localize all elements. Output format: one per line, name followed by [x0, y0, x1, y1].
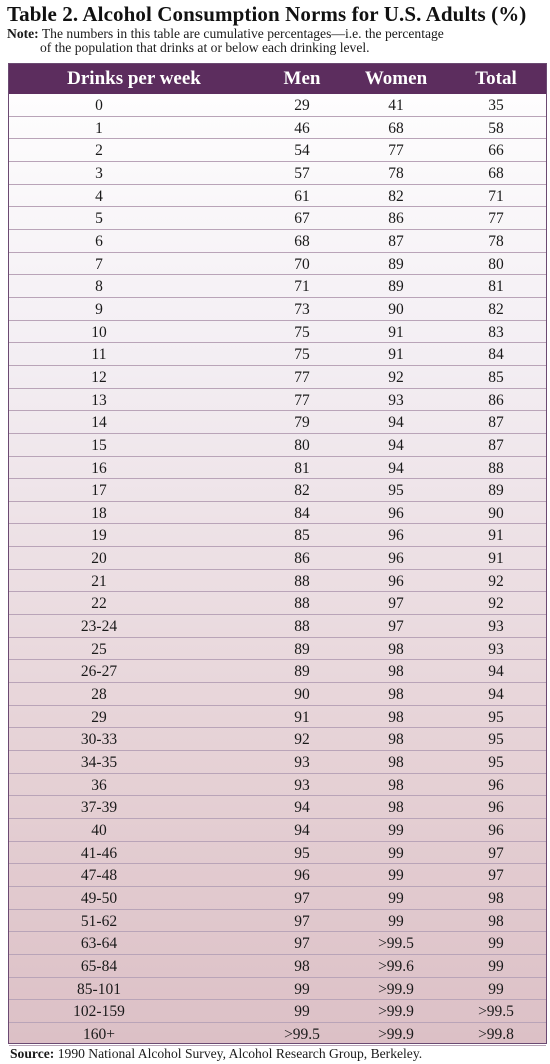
- cell-men: 46: [294, 119, 310, 137]
- cell-women: >99.9: [378, 980, 414, 998]
- cell-women: 99: [388, 912, 404, 930]
- cell-drinks: 20: [91, 550, 107, 568]
- table-row: [9, 796, 546, 819]
- cell-drinks: 11: [91, 346, 107, 364]
- cell-women: 91: [388, 323, 404, 341]
- cell-women: 96: [388, 527, 404, 545]
- cell-total: 92: [488, 595, 504, 613]
- cell-women: 97: [388, 595, 404, 613]
- cell-men: 70: [294, 255, 310, 273]
- cell-men: 90: [294, 686, 310, 704]
- cell-men: 89: [294, 640, 310, 658]
- cell-women: 77: [388, 142, 404, 160]
- table-row: [9, 389, 546, 412]
- cell-men: 97: [294, 912, 310, 930]
- cell-men: 84: [294, 504, 310, 522]
- cell-men: 94: [294, 822, 310, 839]
- cell-women: 90: [388, 300, 404, 318]
- table-row: [9, 524, 546, 547]
- cell-women: 99: [388, 889, 404, 907]
- table-row: [9, 343, 546, 366]
- cell-women: 94: [388, 459, 404, 477]
- cell-total: 87: [488, 436, 504, 454]
- cell-women: 94: [388, 414, 404, 432]
- cell-men: 73: [294, 300, 310, 318]
- cell-total: 96: [488, 776, 504, 794]
- cell-men: 88: [294, 618, 310, 636]
- cell-men: 85: [294, 527, 310, 545]
- cell-drinks: 51-62: [80, 912, 118, 930]
- cell-total: 82: [488, 300, 504, 318]
- cell-total: 93: [488, 640, 504, 658]
- cell-total: >99.8: [478, 1025, 514, 1043]
- cell-drinks: 19: [91, 527, 107, 545]
- table-row: [9, 547, 546, 570]
- cell-drinks: 7: [95, 255, 103, 273]
- cell-total: 89: [488, 482, 504, 500]
- cell-total: 94: [488, 663, 504, 681]
- cell-drinks: 25: [91, 640, 107, 658]
- cell-men: 79: [294, 414, 310, 432]
- table-row: [9, 774, 546, 797]
- table-note: [7, 27, 547, 55]
- cell-men: 61: [294, 187, 310, 205]
- cell-total: 80: [488, 255, 504, 273]
- table-row: [9, 638, 546, 661]
- cell-women: 98: [388, 640, 404, 658]
- cell-total: 91: [488, 550, 504, 568]
- table-row: [9, 117, 546, 140]
- table-row: [9, 434, 546, 457]
- cell-drinks: 102-159: [73, 1003, 125, 1021]
- table-row: [9, 887, 546, 910]
- cell-total: 99: [488, 935, 504, 953]
- cell-women: >99.5: [378, 935, 414, 953]
- cell-total: 96: [488, 822, 504, 839]
- cell-women: 99: [388, 844, 404, 862]
- cell-men: 97: [294, 889, 310, 907]
- cell-drinks: 34-35: [80, 754, 118, 772]
- cell-women: 99: [388, 822, 404, 839]
- cell-drinks: 2: [95, 142, 103, 160]
- cell-drinks: 36: [91, 776, 107, 794]
- cell-total: 88: [488, 459, 504, 477]
- cell-drinks: 15: [91, 436, 107, 454]
- table-row: [9, 706, 546, 729]
- table-row: [9, 230, 546, 253]
- cell-drinks: 85-101: [77, 980, 121, 998]
- cell-total: >99.5: [478, 1003, 514, 1021]
- cell-total: 99: [488, 980, 504, 998]
- source-text: 1990 National Alcohol Survey, Alcohol Research Group, Berkeley.: [57, 1046, 423, 1061]
- cell-men: 71: [294, 278, 310, 296]
- cell-total: 95: [488, 731, 504, 749]
- cell-drinks: 6: [95, 232, 103, 250]
- cell-men: 97: [294, 935, 310, 953]
- cell-men: 77: [294, 391, 310, 409]
- cell-drinks: 63-64: [80, 935, 118, 953]
- cell-total: 95: [488, 708, 504, 726]
- note-label: Note:: [7, 26, 39, 41]
- table-row: [9, 275, 546, 298]
- cell-women: 98: [388, 663, 404, 681]
- cell-total: 66: [488, 142, 504, 160]
- cell-drinks: 47-48: [80, 867, 118, 885]
- cell-total: 93: [488, 618, 504, 636]
- table-header-row: [9, 64, 546, 94]
- cell-total: 96: [488, 799, 504, 817]
- cell-total: 98: [488, 889, 504, 907]
- cell-men: 95: [294, 844, 310, 862]
- cell-men: 96: [294, 867, 310, 885]
- page-title: Table 2. Alcohol Consumption Norms for U.S. Adults (%): [7, 2, 527, 26]
- table-row: [9, 751, 546, 774]
- cell-total: 71: [488, 187, 504, 205]
- cell-total: 91: [488, 527, 504, 545]
- cell-drinks: 23-24: [80, 618, 118, 636]
- note-text-line2: of the population that drinks at or below each drinking level.: [40, 40, 370, 55]
- cell-men: 54: [294, 142, 310, 160]
- cell-total: 78: [488, 232, 504, 250]
- cell-drinks: 40: [91, 822, 107, 839]
- cell-women: 86: [388, 210, 404, 228]
- cell-drinks: 1: [95, 119, 103, 137]
- cell-total: 77: [488, 210, 504, 228]
- cell-women: >99.9: [378, 1003, 414, 1021]
- cell-men: 75: [294, 323, 310, 341]
- table-row: [9, 253, 546, 276]
- table-row: [9, 842, 546, 865]
- cell-men: 75: [294, 346, 310, 364]
- cell-drinks: 17: [91, 482, 107, 500]
- table-row: [9, 660, 546, 683]
- table-row: [9, 139, 546, 162]
- cell-women: 96: [388, 572, 404, 590]
- consumption-table: [8, 63, 547, 1044]
- cell-drinks: 10: [91, 323, 107, 341]
- cell-drinks: 160+: [83, 1025, 115, 1043]
- cell-men: 93: [294, 776, 310, 794]
- table-row: [9, 592, 546, 615]
- cell-drinks: 28: [91, 686, 107, 704]
- cell-drinks: 12: [91, 368, 107, 386]
- table-row: [9, 955, 546, 978]
- cell-total: 97: [488, 867, 504, 885]
- cell-men: 94: [294, 799, 310, 817]
- cell-men: 92: [294, 731, 310, 749]
- cell-total: 68: [488, 164, 504, 182]
- table-row: [9, 728, 546, 751]
- cell-total: 87: [488, 414, 504, 432]
- cell-drinks: 3: [95, 164, 103, 182]
- cell-women: 96: [388, 504, 404, 522]
- cell-men: 81: [294, 459, 310, 477]
- table-row: [9, 321, 546, 344]
- cell-drinks: 49-50: [80, 889, 118, 907]
- cell-drinks: 8: [95, 278, 103, 296]
- cell-women: 99: [388, 867, 404, 885]
- cell-men: 77: [294, 368, 310, 386]
- cell-men: 68: [294, 232, 310, 250]
- cell-men: 89: [294, 663, 310, 681]
- cell-drinks: 14: [91, 414, 107, 432]
- cell-men: 93: [294, 754, 310, 772]
- cell-women: 93: [388, 391, 404, 409]
- cell-men: 98: [294, 957, 310, 975]
- cell-women: 41: [388, 97, 404, 114]
- header-drinks-per-week: Drinks per week: [67, 68, 201, 89]
- table-body: [9, 94, 546, 1046]
- header-women: Women: [364, 68, 428, 89]
- cell-women: 87: [388, 232, 404, 250]
- cell-men: >99.5: [284, 1025, 320, 1043]
- table-row: [9, 864, 546, 887]
- cell-drinks: 41-46: [80, 844, 118, 862]
- cell-women: 98: [388, 754, 404, 772]
- cell-total: 83: [488, 323, 504, 341]
- cell-men: 80: [294, 436, 310, 454]
- cell-drinks: 37-39: [80, 799, 118, 817]
- cell-women: 98: [388, 776, 404, 794]
- cell-men: 82: [294, 482, 310, 500]
- table-row: [9, 366, 546, 389]
- cell-drinks: 30-33: [80, 731, 118, 749]
- cell-men: 99: [294, 980, 310, 998]
- cell-total: 97: [488, 844, 504, 862]
- cell-women: 95: [388, 482, 404, 500]
- cell-total: 84: [488, 346, 504, 364]
- cell-women: 98: [388, 686, 404, 704]
- cell-total: 90: [488, 504, 504, 522]
- cell-drinks: 21: [91, 572, 107, 590]
- cell-drinks: 16: [91, 459, 107, 477]
- cell-drinks: 65-84: [80, 957, 118, 975]
- table-row: [9, 411, 546, 434]
- cell-drinks: 26-27: [80, 663, 118, 681]
- table-row: [9, 479, 546, 502]
- cell-drinks: 5: [95, 210, 103, 228]
- cell-men: 88: [294, 595, 310, 613]
- cell-drinks: 18: [91, 504, 107, 522]
- table-row: [9, 932, 546, 955]
- cell-drinks: 9: [95, 300, 103, 318]
- table-row: [9, 978, 546, 1001]
- cell-drinks: 0: [95, 97, 103, 114]
- table-row: [9, 162, 546, 185]
- table-row: [9, 1000, 546, 1023]
- table-row: [9, 457, 546, 480]
- cell-men: 91: [294, 708, 310, 726]
- table-row: [9, 502, 546, 525]
- cell-drinks: 22: [91, 595, 107, 613]
- table-row: [9, 819, 546, 842]
- source-citation: [10, 1046, 422, 1062]
- cell-women: 78: [388, 164, 404, 182]
- cell-total: 98: [488, 912, 504, 930]
- cell-women: 98: [388, 799, 404, 817]
- cell-women: 98: [388, 731, 404, 749]
- cell-women: 68: [388, 119, 404, 137]
- cell-total: 35: [488, 97, 504, 114]
- cell-men: 99: [294, 1003, 310, 1021]
- table-row: [9, 185, 546, 208]
- cell-total: 85: [488, 368, 504, 386]
- cell-total: 99: [488, 957, 504, 975]
- header-men: Men: [283, 68, 321, 89]
- source-label: Source:: [10, 1046, 55, 1061]
- table-row: [9, 94, 546, 117]
- header-total: Total: [475, 68, 517, 89]
- cell-women: 98: [388, 708, 404, 726]
- cell-men: 57: [294, 164, 310, 182]
- cell-total: 92: [488, 572, 504, 590]
- cell-drinks: 4: [95, 187, 103, 205]
- cell-men: 29: [294, 97, 310, 114]
- cell-women: 92: [388, 368, 404, 386]
- table-row: [9, 570, 546, 593]
- cell-women: 94: [388, 436, 404, 454]
- cell-men: 86: [294, 550, 310, 568]
- cell-women: 91: [388, 346, 404, 364]
- cell-men: 67: [294, 210, 310, 228]
- cell-total: 95: [488, 754, 504, 772]
- table-row: [9, 910, 546, 933]
- cell-women: 89: [388, 278, 404, 296]
- cell-women: 97: [388, 618, 404, 636]
- cell-women: >99.9: [378, 1025, 414, 1043]
- note-text-line1: The numbers in this table are cumulative percentages—i.e. the percentage: [41, 26, 444, 41]
- cell-women: >99.6: [378, 957, 414, 975]
- cell-total: 58: [488, 119, 504, 137]
- cell-total: 81: [488, 278, 504, 296]
- cell-women: 96: [388, 550, 404, 568]
- table-row: [9, 1023, 546, 1046]
- cell-drinks: 29: [91, 708, 107, 726]
- table-row: [9, 207, 546, 230]
- table-row: [9, 615, 546, 638]
- cell-women: 89: [388, 255, 404, 273]
- table-row: [9, 298, 546, 321]
- table-row: [9, 683, 546, 706]
- cell-men: 88: [294, 572, 310, 590]
- cell-women: 82: [388, 187, 404, 205]
- cell-total: 94: [488, 686, 504, 704]
- cell-drinks: 13: [91, 391, 107, 409]
- cell-total: 86: [488, 391, 504, 409]
